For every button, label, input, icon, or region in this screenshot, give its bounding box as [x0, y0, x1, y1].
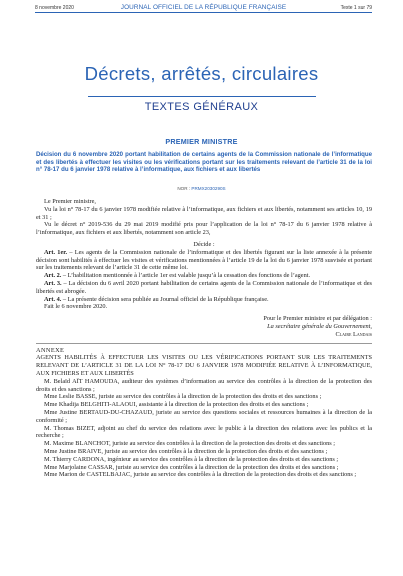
- list-item: M. Thomas BIZET, adjoint au chef du service des relations avec le public à la direction des relations avec les publics et la recherche ;: [36, 424, 372, 440]
- list-item: Mme Khadija BELGHITI-ALAOUI, assistante à la direction de la protection des droits et des sanctions ;: [44, 401, 309, 409]
- nor-reference: [0, 186, 403, 191]
- annexe-divider: [36, 343, 372, 344]
- article-3-text: – La décision du 6 avril 2020 portant habilitation de certains agents de la Commission nationale de l’informatique et des libertés est abrogée.: [36, 279, 373, 295]
- visa-2: Vu le décret n° 2019-536 du 29 mai 2019 modifié pris pour l’application de la loi n° 78-17 du 6 janvier 1978 relative à l’informatique, aux fichiers et aux libertés, notamment son article 23,: [36, 221, 372, 237]
- signature-name: Claire Landais: [335, 330, 372, 338]
- decide-line: Décide :: [193, 240, 215, 248]
- article-4: [36, 296, 372, 304]
- list-item: M. Thierry CARDONA, ingénieur au service des contrôles à la direction de la protection des droits et des sanctions ;: [44, 455, 339, 463]
- annexe-title: ANNEXE: [36, 346, 65, 354]
- list-item: M. Maxime BLANCHOT, juriste au service des contrôles à la direction de la protection des droits et des sanctions ;: [44, 440, 336, 448]
- page-indicator: Texte 1 sur 79: [340, 5, 372, 11]
- signature-delegation: Pour le Premier ministre et par délégation :: [263, 315, 372, 323]
- list-item: Mme Leslie BASSE, juriste au service des contrôles à la direction de la protection des droits et des sanctions ;: [44, 393, 322, 401]
- nor-label: NOR :: [177, 186, 191, 191]
- list-item: M. Belaïd AÏT HAMOUDA, auditeur des systèmes d’information au service des contrôles à la direction de la protection des droits et des sanctions ;: [36, 377, 372, 393]
- decision-body: [36, 198, 372, 479]
- header-rule: [35, 12, 372, 13]
- annexe-heading: AGENTS HABILITÉS À EFFECTUER LES VISITES OU LES VÉRIFICATIONS PORTANT SUR LES TRAITEMENTS RELEVANT DE L’ARTICLE 31 DE LA LOI N° 78-17 DU 6 JANVIER 1978 MODIFIÉE RELATIVE À L’INFORMATIQUE, AUX FICHIERS ET AUX LIBERTÉS: [36, 354, 372, 377]
- publication-date: 8 novembre 2020: [35, 5, 74, 11]
- opening-line: Le Premier ministre,: [44, 198, 96, 205]
- article-1: [36, 249, 372, 272]
- article-3-label: Art. 3.: [44, 279, 62, 287]
- list-item: Mme Marjolaine CASSAR, juriste au service des contrôles à la direction de la protection des droits et des sanctions ;: [44, 463, 339, 471]
- article-2-text: – L’habilitation mentionnée à l’article 1er est valable jusqu’à la cessation des fonctions de l’agent.: [61, 272, 311, 280]
- list-item: Mme Marion de CASTELBAJAC, juriste au service des contrôles à la direction de la protection des droits et des sanctions ;: [44, 471, 357, 479]
- article-3: [36, 280, 372, 296]
- fait-line: Fait le 6 novembre 2020.: [44, 303, 108, 311]
- decision-title: Décision du 6 novembre 2020 portant habilitation de certains agents de la Commission nationale de l’informatique et des libertés à effectuer les visites ou les vérifications portant sur les traitements relevant de l’article 31 de la loi n° 78-17 du 6 janvier 1978 relative à l’informatique, aux fichiers et aux libertés: [36, 151, 372, 174]
- journal-name: JOURNAL OFFICIEL DE LA RÉPUBLIQUE FRANÇAISE: [120, 4, 287, 11]
- article-1-text: – Les agents de la Commission nationale de l’informatique et des libertés figurant sur la liste annexée à la présente décision sont habilités à effectuer les visites et vérifications mentionnées à l’article 19 de la loi du 6 janvier 1978 susvisée et portant sur les traitements relevant de l’article 31 de cette même loi.: [36, 248, 372, 272]
- visa-1: Vu la loi n° 78-17 du 6 janvier 1978 modifiée relative à l’informatique, aux fichiers et aux libertés, notamment ses articles 10, 19 et 31 ;: [36, 205, 372, 221]
- article-4-label: Art. 4.: [44, 295, 62, 303]
- list-item: Mme Justine BRAIVE, juriste au service des contrôles à la direction de la protection des droits et des sanctions ;: [44, 447, 328, 455]
- signature-role: La secrétaire générale du Gouvernement,: [267, 322, 372, 330]
- subsection-title: TEXTES GÉNÉRAUX: [144, 101, 259, 113]
- section-rule: [88, 96, 316, 97]
- section-title: Décrets, arrêtés, circulaires: [84, 63, 319, 84]
- article-2: [36, 272, 372, 280]
- article-2-label: Art. 2.: [44, 272, 62, 280]
- ministry-title: PREMIER MINISTRE: [165, 137, 238, 146]
- article-4-text: – La présente décision sera publiée au Journal officiel de la République française.: [61, 295, 269, 303]
- list-item: Mme Justine BERTAUD-DU-CHAZAUD, juriste au service des questions sociales et ressources humaines à la direction de la conformité ;: [36, 408, 372, 424]
- article-1-label: Art. 1er.: [44, 248, 68, 256]
- nor-value: PRMX2030290S: [191, 186, 226, 191]
